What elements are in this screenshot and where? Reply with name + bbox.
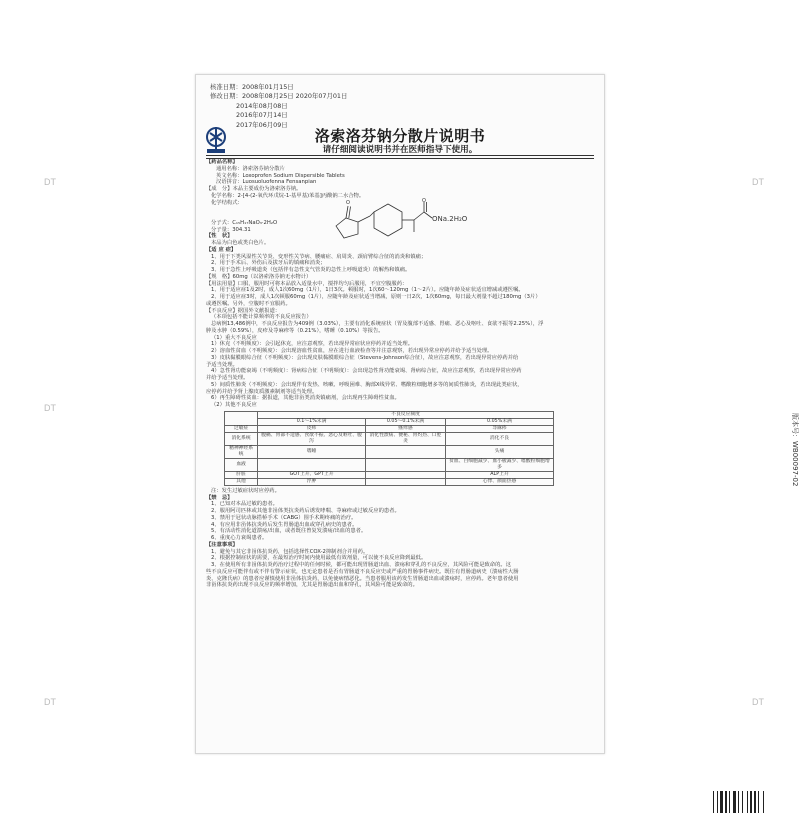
text-line: 汉语拼音：Luosuoluofenna Fensanpian bbox=[216, 179, 317, 186]
text-line: （本项包括不能计算频率的不良反应报告） bbox=[211, 314, 312, 321]
reaction-cell: 头痛 bbox=[445, 445, 553, 458]
text-line: 5）间质性肺炎（不明频度）：会出现伴有发热、咳嗽、呼吸困难、胸部X线异常、嗜酸粒细胞增多等的间质性肺炎，若出现此类症状， bbox=[211, 381, 523, 388]
text-line bbox=[206, 213, 588, 220]
text-line: 6）再生障碍性贫血：据报道，其他非甾类消炎镇痛剂，会出现再生障碍性贫血。 bbox=[211, 395, 400, 402]
section-heading: 【性 状】 bbox=[206, 233, 233, 240]
text-line: 3、禁用于冠状动脉搭桥手术（CABG）围手术期疼痛的治疗。 bbox=[211, 514, 357, 521]
reaction-cell bbox=[366, 471, 446, 478]
reaction-cell: 嗜睡 bbox=[258, 445, 366, 458]
barcode-bar bbox=[725, 791, 727, 813]
text-line: 【不良反应】据国外文献报道： bbox=[206, 307, 281, 314]
text-line: 3、用于急性上呼吸道炎（包括伴有急性支气管炎的急性上呼吸道炎）的解热和镇痛。 bbox=[211, 267, 411, 273]
barcode-bar bbox=[758, 791, 759, 813]
table-row bbox=[225, 471, 554, 478]
barcode-bar bbox=[750, 791, 752, 813]
reaction-cell: ALP上升 bbox=[445, 471, 553, 478]
text-line: 化学结构式： bbox=[211, 199, 243, 206]
svg-text:O: O bbox=[346, 200, 350, 206]
text-line: 1、用于下类风湿性关节炎、变形性关节病、腰痛症、肩周炎、颈肩臂综合征的消炎和镇痛； bbox=[211, 253, 427, 260]
reaction-cell: 消化性溃疡、便秘、胃灼热、口腔炎 bbox=[366, 432, 446, 445]
reaction-cell: 浮肿 bbox=[258, 478, 366, 485]
version-code-text: 版本号：WB00097-02 bbox=[791, 413, 799, 487]
section-heading: 【禁 忌】 bbox=[206, 494, 233, 501]
barcode-bar bbox=[713, 791, 714, 813]
header-divider bbox=[206, 155, 594, 156]
text-line: 3、在使用所有非甾体抗炎药治疗过程中的任何时候，都可能出现胃肠道出血、溃疡和穿孔的不良反应，其风险可能是致命的。这 bbox=[211, 562, 511, 568]
date-line: 修改日期：2008年08月25日 2020年07月01日 bbox=[210, 92, 348, 101]
text-line: 1、已知对本品过敏的患者。 bbox=[211, 501, 278, 508]
barcode-bar bbox=[747, 791, 748, 813]
text-line: 炎、克隆氏病）的患者应谨慎使用非甾体抗炎药，以免使病情恶化。当患者服用该药发生胃肠道出血或溃疡时，应停药。老年患者使用 bbox=[206, 575, 519, 582]
text-line: 通用名称：洛索洛芬钠分散片 bbox=[216, 165, 285, 172]
structure-label: ONa.2H₂O bbox=[432, 215, 468, 223]
document-subtitle: 请仔细阅读说明书并在医师指导下使用。 bbox=[322, 145, 478, 155]
reaction-cell: 皮疹 bbox=[258, 425, 366, 432]
date-line: 2016年07月14日 bbox=[236, 111, 288, 120]
table-corner-cell bbox=[225, 411, 258, 425]
reaction-cell: 心悸、颜面热感 bbox=[445, 478, 553, 485]
text-line: 【规 格】60mg（以洛索洛芬钠无水物计） bbox=[206, 273, 312, 280]
table-row bbox=[225, 478, 554, 485]
barcode-icon bbox=[713, 791, 773, 813]
text-line: 总病例13,486例中，不良反应报告为409例（3.03%），主要有消化系统症状（胃及腹部不适感、胃痛、恶心及呕吐、食欲不振等2.25%），浮 bbox=[211, 321, 544, 327]
frequency-header: 0.05%未满 bbox=[445, 418, 553, 425]
reaction-cell: 腹痛、胃部不适感、食欲不振、恶心及呕吐、腹泻 bbox=[258, 432, 366, 445]
text-line: 分子量：304.31 bbox=[211, 226, 251, 233]
watermark: DT bbox=[44, 697, 56, 707]
watermark: DT bbox=[752, 177, 764, 187]
text-line: 【用法用量】口服，服用时可将本品放入适量水中，搅拌均匀后服用，不宜空腹服药： bbox=[206, 280, 408, 287]
text-line: 2、用于适应症3时，成人1次顿服60mg（1片），应随年龄及症状适当增减，原则一日2次，1次60mg，每日最大剂量不超过180mg（3片） bbox=[211, 294, 541, 300]
system-name-cell: 血液 bbox=[225, 458, 258, 471]
text-line: 予适当处理。 bbox=[206, 361, 238, 368]
frequency-header: 0.1～1%未满 bbox=[258, 418, 366, 425]
text-line: 2、用于手术后、外伤后及拔牙后的镇痛和消炎； bbox=[211, 260, 326, 267]
version-code bbox=[783, 411, 797, 521]
reaction-cell: 荨麻疹 bbox=[445, 425, 553, 432]
frequency-header: 0.05～0.1%未满 bbox=[366, 418, 446, 425]
text-line: 本品为白色或类白色片。 bbox=[211, 240, 270, 246]
document-title: 洛索洛芬钠分散片说明书 bbox=[314, 127, 486, 145]
text-line: 4、有应用非甾体抗炎药后发生胃肠道出血或穿孔病史的患者。 bbox=[211, 521, 358, 528]
text-line: （1）重大不良反应 bbox=[211, 334, 257, 341]
text-line: 1）休克（不明频度）：会引起休克，应注意观察，若出现异常症状应停药并适当处理。 bbox=[211, 341, 414, 348]
watermark: DT bbox=[44, 403, 56, 413]
reaction-cell bbox=[366, 458, 446, 471]
table-row bbox=[225, 445, 554, 458]
text-line: 或遵医嘱。另外，空腹时不宜服药。 bbox=[206, 300, 291, 307]
text-line: 非甾体抗炎药出现不良反应的频率增加，尤其是胃肠道出血和穿孔，其风险可能是致命的。 bbox=[206, 582, 418, 589]
text-line: 6、重度心力衰竭患者。 bbox=[211, 535, 268, 541]
system-name-cell: 肝脏 bbox=[225, 471, 258, 478]
reaction-cell: GOT上升、GPT上升 bbox=[258, 471, 366, 478]
text-line: 2）溶血性贫血（不明频度）：会出现溶血性贫血，应在进行血液检查等并注意观察，若出现异常应停药并给予适当处理。 bbox=[211, 348, 493, 354]
text-line: 1、避免与其它非甾体抗炎药，包括选择性COX-2抑制剂合并用药。 bbox=[211, 548, 369, 555]
barcode-bar bbox=[754, 791, 756, 813]
adverse-reaction-table bbox=[224, 411, 554, 486]
table-row bbox=[225, 458, 554, 471]
text-line: 2、根据控制症状的需要，在最短治疗时间内使用最低有效剂量，可以使不良反应降到最低。 bbox=[211, 555, 427, 562]
date-line: 核准日期：2008年01月15日 bbox=[210, 83, 294, 91]
system-name-cell: 消化系统 bbox=[225, 432, 258, 445]
barcode-bar bbox=[742, 791, 743, 813]
barcode-bar bbox=[763, 791, 764, 813]
text-line: 些不良反应可能伴有或不伴有警示症状，也无论患者是否有胃肠道不良反应史或严重的胃肠事件病史。既往有胃肠道病史（溃疡性大肠 bbox=[206, 568, 519, 575]
text-line: 4）急性肾功能衰竭（不明频度）：肾病综合征（不明频度）：会出现急性肾功能衰竭、肾病综合征，故应注意观察，若出现异常应停药 bbox=[211, 368, 522, 375]
insert-body bbox=[206, 159, 588, 589]
date-line: 2017年06月09日 bbox=[236, 120, 288, 129]
text-line bbox=[206, 206, 588, 213]
text-line: 英文名称：Loxoprofen Sodium Dispersible Tablets bbox=[216, 172, 345, 179]
reaction-cell bbox=[366, 478, 446, 485]
watermark: DT bbox=[752, 697, 764, 707]
table-row bbox=[225, 425, 554, 432]
text-line: 应停药并给予肾上腺皮质激素制剂等适当处理。 bbox=[206, 388, 318, 395]
barcode-bar bbox=[717, 791, 718, 813]
text-line: 肿及水肿（0.59%），皮疹及荨麻疹等（0.21%），嗜睡（0.10%）等报告。 bbox=[206, 327, 384, 334]
system-name-cell: 其他 bbox=[225, 478, 258, 485]
svg-text:O: O bbox=[422, 198, 426, 204]
barcode-bar bbox=[733, 791, 736, 813]
text-line: （2）其他不良反应 bbox=[211, 402, 257, 408]
reaction-cell bbox=[258, 458, 366, 471]
text-line: 【成 分】本品主要成份为洛索洛芬钠。 bbox=[206, 186, 302, 192]
date-line: 2014年08月08日 bbox=[236, 101, 288, 110]
text-line: 2、服用阿司匹林或其他非甾体类抗炎药后诱发哮喘、荨麻疹或过敏反应的患者。 bbox=[211, 508, 400, 514]
reaction-cell bbox=[366, 445, 446, 458]
text-line: 注：发生过敏症状时应停药。 bbox=[211, 487, 280, 494]
text-line: 分子式：C₁₅H₁₇NaO₃·2H₂O bbox=[211, 219, 278, 226]
reaction-cell: 消化不良 bbox=[445, 432, 553, 445]
table-row bbox=[225, 432, 554, 445]
barcode-bar bbox=[738, 791, 739, 813]
text-line: 1、用于适应症1及2时，成人1次60mg（1片），1日3次。顿服时，1次60～120mg（1～2片）。应随年龄及症状适宜增减或遵医嘱。 bbox=[211, 287, 524, 294]
reaction-cell: 瘙痒感 bbox=[366, 425, 446, 432]
barcode-bar bbox=[729, 791, 730, 813]
system-name-cell: 精神神经系统 bbox=[225, 445, 258, 458]
section-heading: 【注意事项】 bbox=[206, 541, 238, 548]
system-name-cell: 过敏症 bbox=[225, 425, 258, 432]
table-caption: 不良反应频度 bbox=[258, 411, 554, 418]
watermark: DT bbox=[44, 177, 56, 187]
text-line: 并给予适当处理。 bbox=[206, 375, 249, 381]
reaction-cell: 贫血、白细胞减少、血小板减少、嗜酸粒细胞增多 bbox=[445, 458, 553, 471]
barcode-bar bbox=[720, 791, 723, 813]
text-line: 3）皮肤黏膜眼综合征（不明频度）：会出现皮肤黏膜眼综合征（Stevens-Johnson综合征），故应注意观察，若出现异常应停药并给 bbox=[211, 354, 519, 361]
section-heading: 【适 应 症】 bbox=[206, 246, 237, 253]
text-line: 5、有活动性消化道溃疡/出血，或者既往曾复发溃疡/出血的患者。 bbox=[211, 528, 367, 535]
section-heading: 【药品名称】 bbox=[206, 159, 238, 165]
text-line: 化学名称：2-[4-(2-氧代环戊烷-1-基甲基)苯基]丙酸钠二水合物。 bbox=[211, 192, 365, 199]
